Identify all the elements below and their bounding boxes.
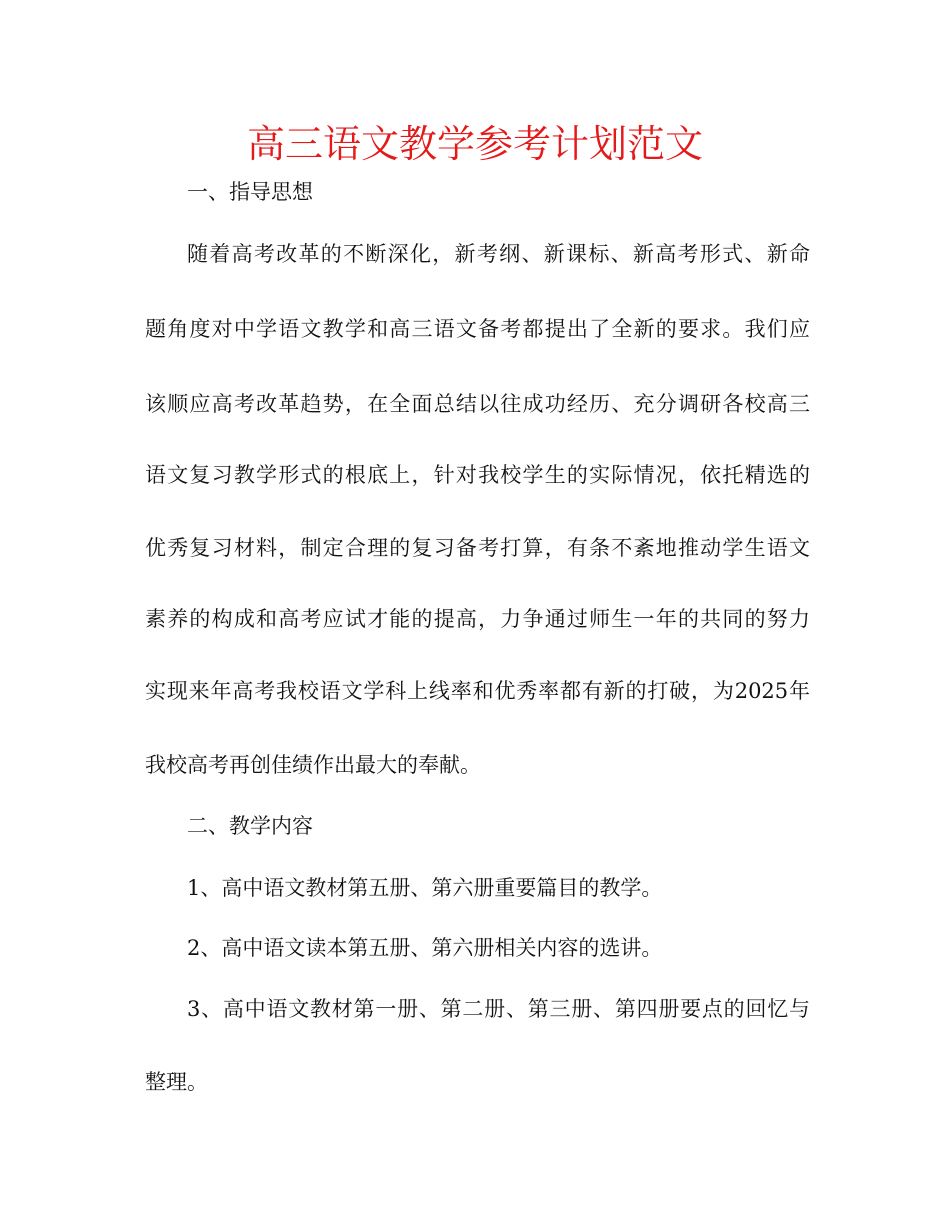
- section-heading-guiding-ideology: 一、指导思想: [187, 180, 313, 204]
- paragraph-line: 我校高考再创佳绩作出最大的奉献。: [145, 753, 481, 777]
- paragraph-line: 该顺应高考改革趋势，在全面总结以往成功经历、充分调研各校高三: [145, 392, 810, 416]
- document-title: 高三语文教学参考计划范文: [246, 122, 703, 166]
- paragraph-line: 随着高考改革的不断深化，新考纲、新课标、新高考形式、新命: [187, 242, 810, 266]
- section-heading-teaching-content: 二、教学内容: [187, 814, 313, 838]
- paragraph-line: 语文复习教学形式的根底上，针对我校学生的实际情况，依托精选的: [145, 463, 810, 487]
- paragraph-line: 实现来年高考我校语文学科上线率和优秀率都有新的打破，为2025年: [145, 679, 810, 703]
- list-item: 3、高中语文教材第一册、第二册、第三册、第四册要点的回忆与: [187, 997, 810, 1021]
- list-item-continuation: 整理。: [145, 1070, 208, 1094]
- paragraph-line: 题角度对中学语文教学和高三语文备考都提出了全新的要求。我们应: [145, 317, 810, 341]
- paragraph-line: 素养的构成和高考应试才能的提高，力争通过师生一年的共同的努力: [145, 607, 810, 631]
- list-item: 2、高中语文读本第五册、第六册相关内容的选讲。: [187, 936, 663, 960]
- list-item: 1、高中语文教材第五册、第六册重要篇目的教学。: [187, 876, 663, 900]
- paragraph-line: 优秀复习材料，制定合理的复习备考打算，有条不紊地推动学生语文: [145, 536, 810, 560]
